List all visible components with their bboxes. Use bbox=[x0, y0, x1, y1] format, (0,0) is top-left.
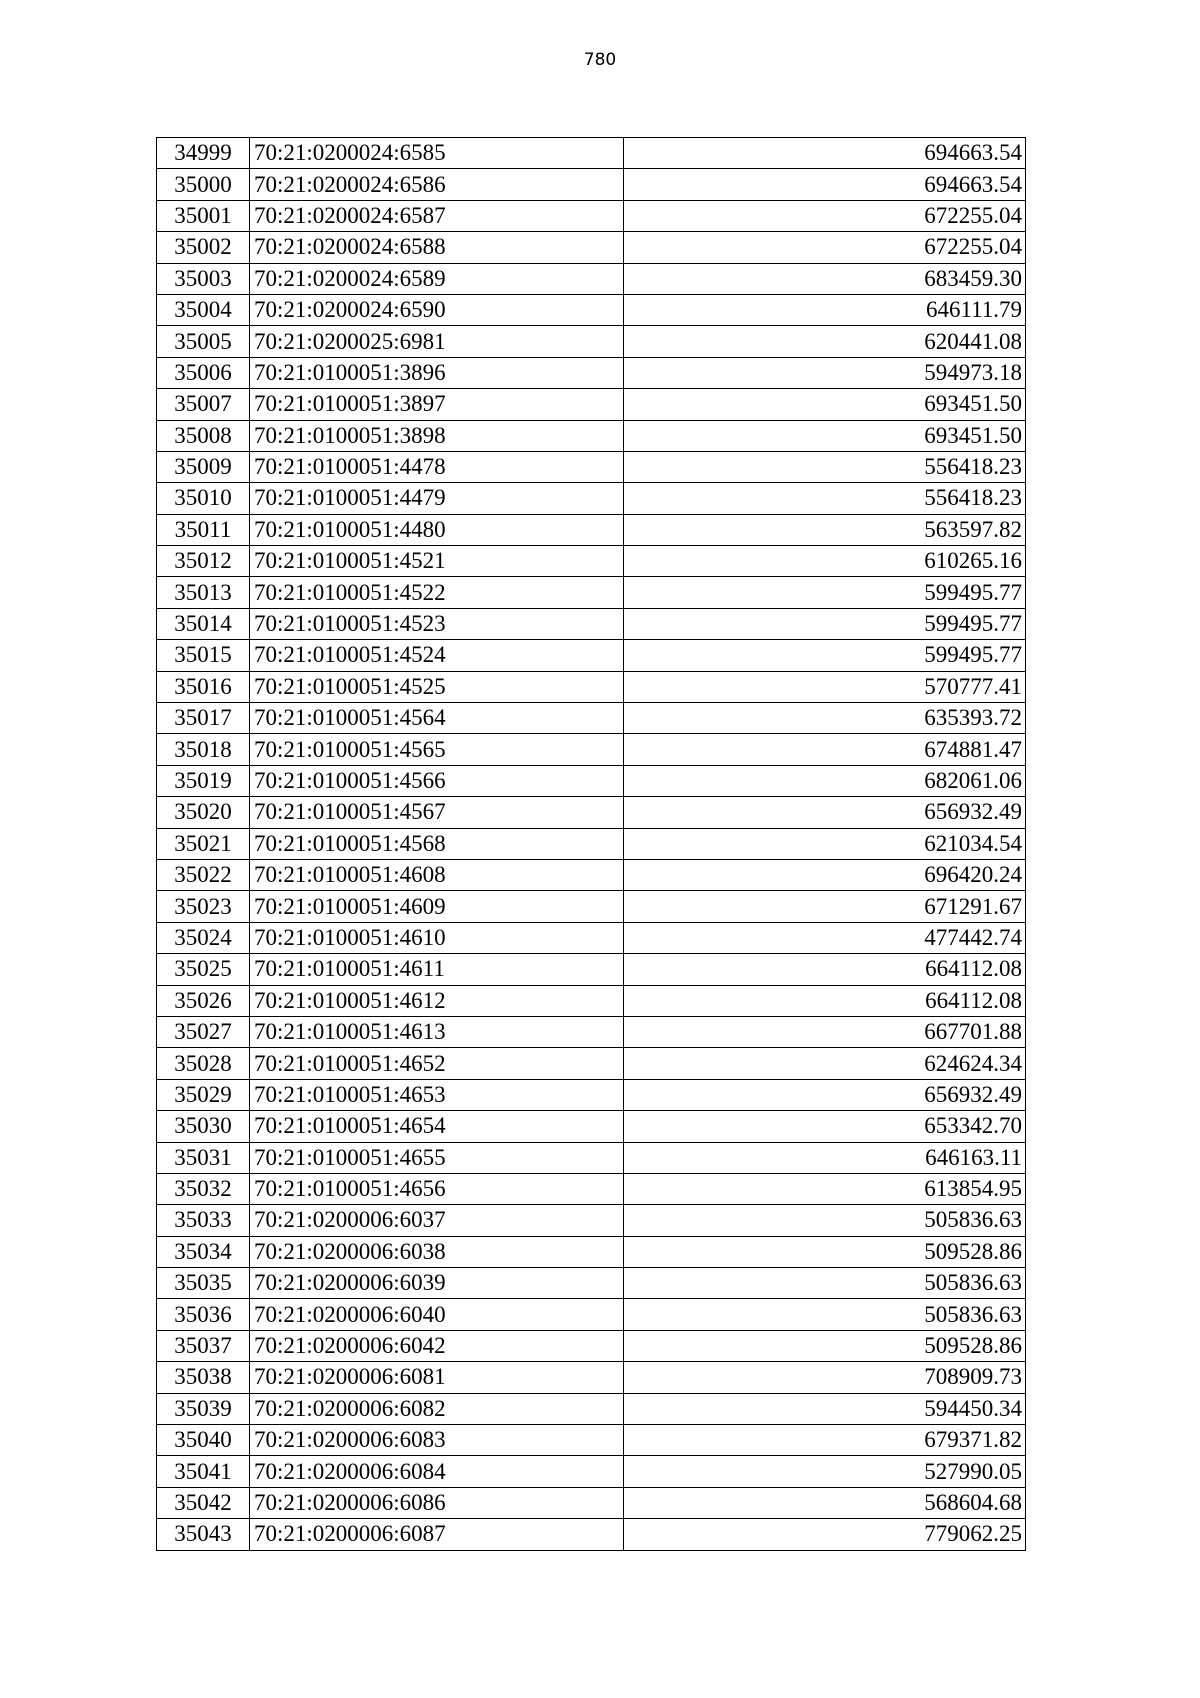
table-row bbox=[157, 1425, 1026, 1456]
table-row bbox=[157, 514, 1026, 545]
table-row bbox=[157, 859, 1026, 890]
cadastral-value-cell: 656932.49 bbox=[624, 1079, 1026, 1110]
row-number-cell: 35041 bbox=[157, 1456, 250, 1487]
cadastral-value-cell: 599495.77 bbox=[624, 577, 1026, 608]
table-row bbox=[157, 577, 1026, 608]
cadastral-number-cell: 70:21:0200024:6590 bbox=[250, 294, 624, 325]
cadastral-number-cell: 70:21:0100051:4608 bbox=[250, 859, 624, 890]
row-number-cell: 35029 bbox=[157, 1079, 250, 1110]
cadastral-number-cell: 70:21:0100051:4609 bbox=[250, 891, 624, 922]
table-row bbox=[157, 922, 1026, 953]
cadastral-number-cell: 70:21:0200006:6039 bbox=[250, 1268, 624, 1299]
row-number-cell: 35020 bbox=[157, 797, 250, 828]
table-row bbox=[157, 1048, 1026, 1079]
table-row bbox=[157, 169, 1026, 200]
row-number-cell: 35035 bbox=[157, 1268, 250, 1299]
cadastral-number-cell: 70:21:0100051:4523 bbox=[250, 608, 624, 639]
cadastral-value-cell: 694663.54 bbox=[624, 138, 1026, 169]
cadastral-number-cell: 70:21:0100051:4612 bbox=[250, 985, 624, 1016]
row-number-cell: 35031 bbox=[157, 1142, 250, 1173]
table-row bbox=[157, 294, 1026, 325]
cadastral-number-cell: 70:21:0100051:4610 bbox=[250, 922, 624, 953]
row-number-cell: 35036 bbox=[157, 1299, 250, 1330]
row-number-cell: 35030 bbox=[157, 1111, 250, 1142]
table-row bbox=[157, 1519, 1026, 1550]
cadastral-value-cell: 664112.08 bbox=[624, 954, 1026, 985]
cadastral-number-cell: 70:21:0200025:6981 bbox=[250, 326, 624, 357]
table-row bbox=[157, 1142, 1026, 1173]
cadastral-number-cell: 70:21:0100051:3897 bbox=[250, 389, 624, 420]
cadastral-number-cell: 70:21:0100051:4656 bbox=[250, 1173, 624, 1204]
cadastral-number-cell: 70:21:0100051:4568 bbox=[250, 828, 624, 859]
cadastral-number-cell: 70:21:0100051:4566 bbox=[250, 765, 624, 796]
table-row bbox=[157, 954, 1026, 985]
row-number-cell: 35027 bbox=[157, 1016, 250, 1047]
cadastral-value-cell: 599495.77 bbox=[624, 608, 1026, 639]
cadastral-value-cell: 621034.54 bbox=[624, 828, 1026, 859]
row-number-cell: 35022 bbox=[157, 859, 250, 890]
row-number-cell: 35043 bbox=[157, 1519, 250, 1550]
row-number-cell: 35032 bbox=[157, 1173, 250, 1204]
cadastral-value-cell: 693451.50 bbox=[624, 389, 1026, 420]
row-number-cell: 35038 bbox=[157, 1362, 250, 1393]
cadastral-value-cell: 693451.50 bbox=[624, 420, 1026, 451]
cadastral-number-cell: 70:21:0200006:6087 bbox=[250, 1519, 624, 1550]
cadastral-number-cell: 70:21:0100051:4478 bbox=[250, 451, 624, 482]
cadastral-number-cell: 70:21:0200006:6081 bbox=[250, 1362, 624, 1393]
row-number-cell: 35028 bbox=[157, 1048, 250, 1079]
cadastral-number-cell: 70:21:0100051:4653 bbox=[250, 1079, 624, 1110]
cadastral-number-cell: 70:21:0100051:4611 bbox=[250, 954, 624, 985]
table-row bbox=[157, 828, 1026, 859]
row-number-cell: 35018 bbox=[157, 734, 250, 765]
table-row bbox=[157, 1016, 1026, 1047]
cadastral-value-cell: 779062.25 bbox=[624, 1519, 1026, 1550]
cadastral-value-cell: 694663.54 bbox=[624, 169, 1026, 200]
cadastral-value-cell: 696420.24 bbox=[624, 859, 1026, 890]
cadastral-value-cell: 646163.11 bbox=[624, 1142, 1026, 1173]
cadastral-value-cell: 599495.77 bbox=[624, 640, 1026, 671]
cadastral-value-cell: 505836.63 bbox=[624, 1205, 1026, 1236]
cadastral-number-cell: 70:21:0100051:3896 bbox=[250, 357, 624, 388]
cadastral-number-cell: 70:21:0200006:6086 bbox=[250, 1487, 624, 1518]
table-row bbox=[157, 1111, 1026, 1142]
cadastral-value-cell: 667701.88 bbox=[624, 1016, 1026, 1047]
cadastral-number-cell: 70:21:0200024:6585 bbox=[250, 138, 624, 169]
cadastral-value-cell: 556418.23 bbox=[624, 451, 1026, 482]
table-row bbox=[157, 891, 1026, 922]
table-row bbox=[157, 1236, 1026, 1267]
cadastral-number-cell: 70:21:0100051:4479 bbox=[250, 483, 624, 514]
table-row bbox=[157, 1173, 1026, 1204]
row-number-cell: 35002 bbox=[157, 232, 250, 263]
cadastral-number-cell: 70:21:0200006:6082 bbox=[250, 1393, 624, 1424]
table-row bbox=[157, 1268, 1026, 1299]
row-number-cell: 35016 bbox=[157, 671, 250, 702]
cadastral-value-table bbox=[156, 137, 1026, 1551]
table-row bbox=[157, 1487, 1026, 1518]
cadastral-value-cell: 708909.73 bbox=[624, 1362, 1026, 1393]
table-row bbox=[157, 420, 1026, 451]
cadastral-value-cell: 594973.18 bbox=[624, 357, 1026, 388]
cadastral-value-cell: 527990.05 bbox=[624, 1456, 1026, 1487]
table-row bbox=[157, 1299, 1026, 1330]
table-body bbox=[157, 138, 1026, 1551]
table-row bbox=[157, 703, 1026, 734]
cadastral-number-cell: 70:21:0200024:6589 bbox=[250, 263, 624, 294]
cadastral-value-cell: 653342.70 bbox=[624, 1111, 1026, 1142]
cadastral-number-cell: 70:21:0100051:4565 bbox=[250, 734, 624, 765]
row-number-cell: 35005 bbox=[157, 326, 250, 357]
cadastral-number-cell: 70:21:0100051:4525 bbox=[250, 671, 624, 702]
cadastral-value-cell: 679371.82 bbox=[624, 1425, 1026, 1456]
table-row bbox=[157, 640, 1026, 671]
row-number-cell: 35012 bbox=[157, 546, 250, 577]
cadastral-value-cell: 664112.08 bbox=[624, 985, 1026, 1016]
cadastral-value-cell: 683459.30 bbox=[624, 263, 1026, 294]
cadastral-value-cell: 624624.34 bbox=[624, 1048, 1026, 1079]
row-number-cell: 35024 bbox=[157, 922, 250, 953]
table-row bbox=[157, 1362, 1026, 1393]
cadastral-value-cell: 505836.63 bbox=[624, 1268, 1026, 1299]
cadastral-value-cell: 509528.86 bbox=[624, 1236, 1026, 1267]
cadastral-value-cell: 646111.79 bbox=[624, 294, 1026, 325]
row-number-cell: 35040 bbox=[157, 1425, 250, 1456]
row-number-cell: 35003 bbox=[157, 263, 250, 294]
table-row bbox=[157, 1079, 1026, 1110]
cadastral-value-cell: 613854.95 bbox=[624, 1173, 1026, 1204]
table-row bbox=[157, 1330, 1026, 1361]
row-number-cell: 35010 bbox=[157, 483, 250, 514]
cadastral-number-cell: 70:21:0100051:4521 bbox=[250, 546, 624, 577]
row-number-cell: 35007 bbox=[157, 389, 250, 420]
cadastral-value-cell: 635393.72 bbox=[624, 703, 1026, 734]
table-row bbox=[157, 357, 1026, 388]
cadastral-number-cell: 70:21:0100051:4652 bbox=[250, 1048, 624, 1079]
cadastral-number-cell: 70:21:0100051:4613 bbox=[250, 1016, 624, 1047]
cadastral-number-cell: 70:21:0200006:6038 bbox=[250, 1236, 624, 1267]
cadastral-value-cell: 620441.08 bbox=[624, 326, 1026, 357]
table-row bbox=[157, 734, 1026, 765]
cadastral-value-cell: 674881.47 bbox=[624, 734, 1026, 765]
row-number-cell: 35025 bbox=[157, 954, 250, 985]
cadastral-number-cell: 70:21:0200024:6587 bbox=[250, 200, 624, 231]
table-row bbox=[157, 483, 1026, 514]
row-number-cell: 35011 bbox=[157, 514, 250, 545]
page-number: 780 bbox=[583, 50, 617, 70]
cadastral-number-cell: 70:21:0100051:4654 bbox=[250, 1111, 624, 1142]
cadastral-value-cell: 672255.04 bbox=[624, 200, 1026, 231]
table-row bbox=[157, 671, 1026, 702]
cadastral-number-cell: 70:21:0100051:4567 bbox=[250, 797, 624, 828]
table-row bbox=[157, 326, 1026, 357]
table-row bbox=[157, 985, 1026, 1016]
row-number-cell: 35023 bbox=[157, 891, 250, 922]
table-row bbox=[157, 138, 1026, 169]
cadastral-value-cell: 556418.23 bbox=[624, 483, 1026, 514]
table-row bbox=[157, 546, 1026, 577]
row-number-cell: 35019 bbox=[157, 765, 250, 796]
table-row bbox=[157, 1393, 1026, 1424]
row-number-cell: 35039 bbox=[157, 1393, 250, 1424]
table-row bbox=[157, 1456, 1026, 1487]
table-row bbox=[157, 232, 1026, 263]
row-number-cell: 35033 bbox=[157, 1205, 250, 1236]
row-number-cell: 35001 bbox=[157, 200, 250, 231]
cadastral-value-cell: 505836.63 bbox=[624, 1299, 1026, 1330]
row-number-cell: 35034 bbox=[157, 1236, 250, 1267]
cadastral-number-cell: 70:21:0200006:6042 bbox=[250, 1330, 624, 1361]
cadastral-number-cell: 70:21:0200006:6083 bbox=[250, 1425, 624, 1456]
cadastral-number-cell: 70:21:0100051:4655 bbox=[250, 1142, 624, 1173]
cadastral-value-cell: 568604.68 bbox=[624, 1487, 1026, 1518]
row-number-cell: 35014 bbox=[157, 608, 250, 639]
cadastral-number-cell: 70:21:0100051:4524 bbox=[250, 640, 624, 671]
cadastral-number-cell: 70:21:0200006:6040 bbox=[250, 1299, 624, 1330]
cadastral-number-cell: 70:21:0100051:3898 bbox=[250, 420, 624, 451]
cadastral-value-cell: 672255.04 bbox=[624, 232, 1026, 263]
cadastral-number-cell: 70:21:0100051:4522 bbox=[250, 577, 624, 608]
row-number-cell: 34999 bbox=[157, 138, 250, 169]
cadastral-value-cell: 610265.16 bbox=[624, 546, 1026, 577]
row-number-cell: 35042 bbox=[157, 1487, 250, 1518]
cadastral-number-cell: 70:21:0200006:6084 bbox=[250, 1456, 624, 1487]
cadastral-value-cell: 594450.34 bbox=[624, 1393, 1026, 1424]
cadastral-value-cell: 671291.67 bbox=[624, 891, 1026, 922]
row-number-cell: 35026 bbox=[157, 985, 250, 1016]
table-row bbox=[157, 200, 1026, 231]
row-number-cell: 35006 bbox=[157, 357, 250, 388]
cadastral-value-cell: 682061.06 bbox=[624, 765, 1026, 796]
cadastral-value-cell: 563597.82 bbox=[624, 514, 1026, 545]
table-row bbox=[157, 451, 1026, 482]
row-number-cell: 35004 bbox=[157, 294, 250, 325]
cadastral-value-cell: 509528.86 bbox=[624, 1330, 1026, 1361]
table-row bbox=[157, 263, 1026, 294]
row-number-cell: 35015 bbox=[157, 640, 250, 671]
row-number-cell: 35017 bbox=[157, 703, 250, 734]
row-number-cell: 35009 bbox=[157, 451, 250, 482]
cadastral-value-cell: 570777.41 bbox=[624, 671, 1026, 702]
table-row bbox=[157, 608, 1026, 639]
cadastral-number-cell: 70:21:0200024:6586 bbox=[250, 169, 624, 200]
row-number-cell: 35037 bbox=[157, 1330, 250, 1361]
row-number-cell: 35000 bbox=[157, 169, 250, 200]
row-number-cell: 35008 bbox=[157, 420, 250, 451]
cadastral-number-cell: 70:21:0200006:6037 bbox=[250, 1205, 624, 1236]
cadastral-value-cell: 656932.49 bbox=[624, 797, 1026, 828]
cadastral-value-cell: 477442.74 bbox=[624, 922, 1026, 953]
cadastral-number-cell: 70:21:0200024:6588 bbox=[250, 232, 624, 263]
cadastral-number-cell: 70:21:0100051:4480 bbox=[250, 514, 624, 545]
table-row bbox=[157, 765, 1026, 796]
cadastral-number-cell: 70:21:0100051:4564 bbox=[250, 703, 624, 734]
table-row bbox=[157, 389, 1026, 420]
table-row bbox=[157, 797, 1026, 828]
row-number-cell: 35021 bbox=[157, 828, 250, 859]
table-row bbox=[157, 1205, 1026, 1236]
row-number-cell: 35013 bbox=[157, 577, 250, 608]
